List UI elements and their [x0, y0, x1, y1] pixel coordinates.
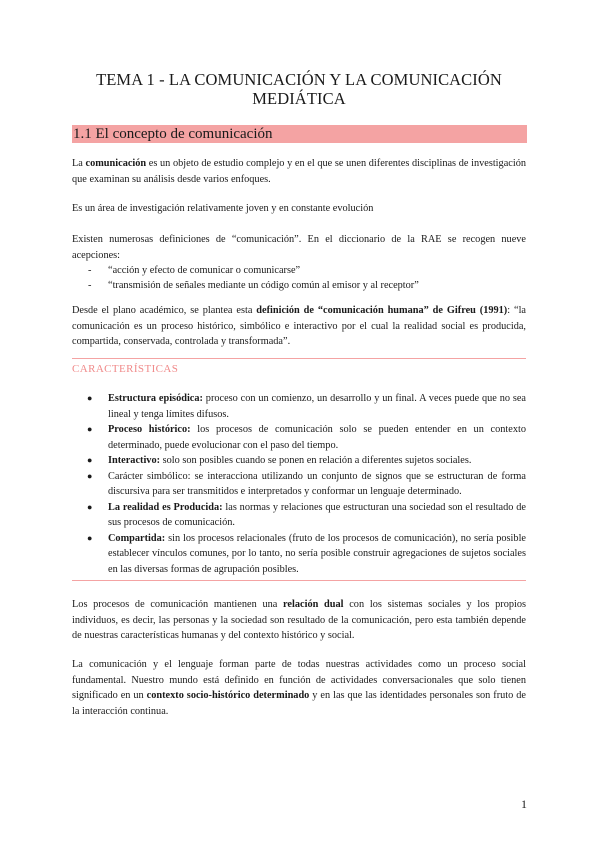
- paragraph-field: Es un área de investigación relativamente joven y en constante evolución: [72, 203, 374, 214]
- document-title: [72, 70, 526, 108]
- list-item: ● Estructura episódica: proceso con un comienzo, un desarrollo y un final. A veces puede que no sea lineal y tenga límites difusos.: [87, 393, 526, 420]
- characteristics-heading: CARACTERÍSTICAS: [72, 363, 179, 375]
- paragraph-dual: Los procesos de comunicación mantienen una relación dual con los sistemas sociales y los propios individuos, es decir, las personas y la sociedad son resultado de la comunicación, pero esta también depende de nuestras características humanas y del contexto histórico y social.: [72, 599, 527, 641]
- paragraph-definitions: Existen numerosas definiciones de “comunicación”. En el diccionario de la RAE se recogen nueve acepciones:: [72, 234, 526, 261]
- section-heading: 1.1 El concepto de comunicación: [72, 125, 527, 143]
- paragraph-intro: La comunicación es un objeto de estudio complejo y en el que se unen diferentes disciplinas de investigación que examinan su análisis desde varios enfoques.: [72, 158, 526, 185]
- list-item: ● Interactivo: solo son posibles cuando se ponen en relación a diferentes sujetos sociales.: [87, 455, 472, 466]
- list-item: ● Proceso histórico: los procesos de comunicación solo se pueden entender en un contexto determinado, puede evolucionar con el paso del tiempo.: [87, 424, 526, 451]
- page-number: 1: [521, 797, 527, 811]
- list-item: ● La realidad es Producida: las normas y relaciones que estructuran una sociedad son el resultado de sus procesos de comunicación.: [87, 501, 526, 528]
- title-line-1: TEMA 1 - LA COMUNICACIÓN Y LA COMUNICACIÓN: [96, 70, 502, 89]
- divider: [72, 580, 526, 581]
- characteristics-list: [72, 391, 526, 577]
- paragraph-language: La comunicación y el lenguaje forman parte de todas nuestras actividades como un proceso social fundamental. Nuestro mundo está definido en función de actividades conversacionales que solo tienen significado en un contexto socio-histórico determinado y en las que las identidades personales son fruto de la interacción continua.: [72, 659, 527, 717]
- paragraph-gifreu: Desde el plano académico, se plantea esta definición de “comunicación humana” de Gifreu (1991): “la comunicación es un proceso histórico, simbólico e interactivo por el cual la realidad social es producida, compartida, conservada, controlada y transformada”.: [72, 305, 527, 347]
- definition-item: - “transmisión de señales mediante un código común al emisor y al receptor”: [88, 280, 419, 291]
- divider: [72, 358, 526, 359]
- title-line-2: MEDIÁTICA: [252, 89, 346, 108]
- list-item: ● Carácter simbólico: se interacciona utilizando un conjunto de signos que se estructuran de forma discursiva para ser transmitidos e interpretados y conformar un lenguaje determinado.: [87, 470, 526, 497]
- definition-item: - “acción y efecto de comunicar o comunicarse”: [88, 265, 301, 276]
- list-item: ● Compartida: sin los procesos relacionales (fruto de los procesos de comunicación), no sería posible establecer vínculos comunes, por lo tanto, no sería posible construir agregaciones de sujetos sociales en las diversas formas de agrupación posibles.: [87, 532, 526, 575]
